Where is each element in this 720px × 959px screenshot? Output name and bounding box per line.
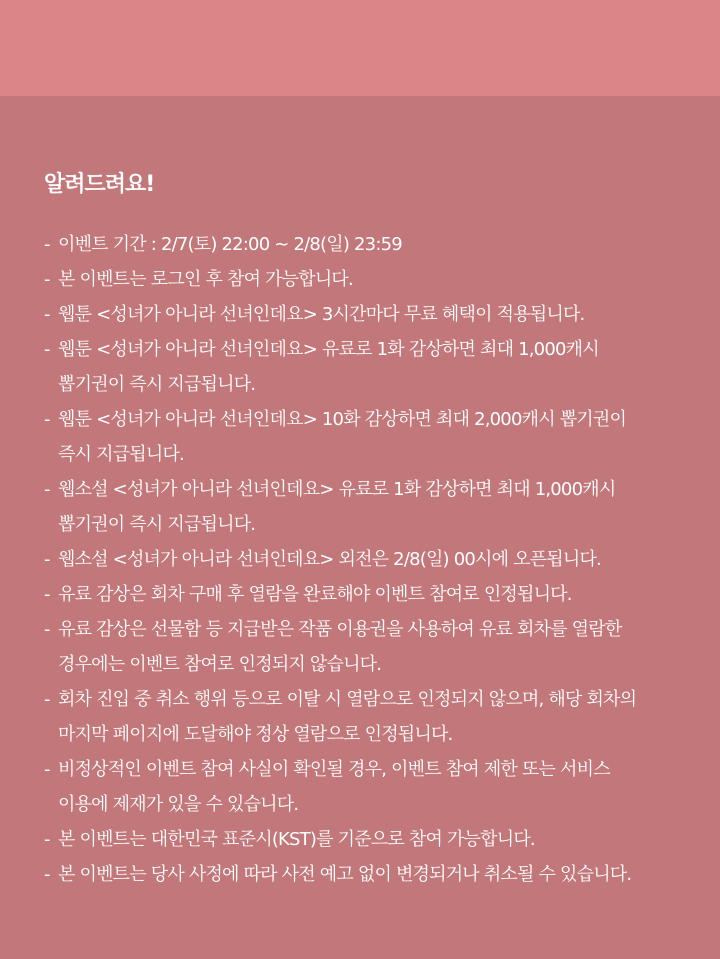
notice-line: 뽑기권이 즉시 지급됩니다. [58,374,256,395]
list-dash: - [44,304,50,325]
notice-line: 유료 감상은 선물함 등 지급받은 작품 이용권을 사용하여 유료 회차를 열람한 [58,619,622,640]
notice-item-cancel-exit [44,682,676,752]
notice-line: 유료 감상은 회차 구매 후 열람을 완료해야 이벤트 참여로 인정됩니다. [58,584,572,605]
notice-line: 즉시 지급됩니다. [58,444,184,465]
list-dash: - [44,409,50,430]
notice-item-webtoon-10 [44,402,676,472]
notice-line: 뽑기권이 즉시 지급됩니다. [58,514,256,535]
top-banner-band [0,0,720,96]
list-dash: - [44,689,50,710]
list-dash: - [44,759,50,780]
notice-line: 웹소설 <성녀가 아니라 선녀인데요> 외전은 2/8(일) 00시에 오픈됩니다. [58,549,601,570]
list-dash: - [44,234,50,255]
list-dash: - [44,864,50,885]
notice-line: 웹소설 <성녀가 아니라 선녀인데요> 유료로 1화 감상하면 최대 1,000캐시 [58,479,616,500]
list-dash: - [44,269,50,290]
notice-line: 웹툰 <성녀가 아니라 선녀인데요> 10화 감상하면 최대 2,000캐시 뽑기권이 [58,409,627,430]
list-dash: - [44,829,50,850]
notice-line: 마지막 페이지에 도달해야 정상 열람으로 인정됩니다. [58,724,453,745]
notice-line: 이용에 제재가 있을 수 있습니다. [58,794,299,815]
notice-list [44,227,676,892]
notice-item-webnovel-paid-1 [44,472,676,542]
notice-line: 회차 진입 중 취소 행위 등으로 이탈 시 열람으로 인정되지 않으며, 해당 회차의 [58,689,637,710]
notice-item-free-benefit [44,297,676,332]
list-dash: - [44,584,50,605]
notice-item-gift-exclusion [44,612,676,682]
notice-item-login [44,262,676,297]
list-dash: - [44,549,50,570]
notice-item-side-story [44,542,676,577]
list-dash: - [44,619,50,640]
notice-line: 웹툰 <성녀가 아니라 선녀인데요> 유료로 1화 감상하면 최대 1,000캐시 [58,339,599,360]
notice-item-webtoon-paid-1 [44,332,676,402]
notice-line: 본 이벤트는 당사 사정에 따라 사전 예고 없이 변경되거나 취소될 수 있습니다. [58,864,632,885]
notice-section [0,96,720,892]
notice-title: 알려드려요! [44,172,155,197]
notice-item-abuse [44,752,676,822]
notice-line: 비정상적인 이벤트 참여 사실이 확인될 경우, 이벤트 참여 제한 또는 서비스 [58,759,610,780]
notice-line: 본 이벤트는 로그인 후 참여 가능합니다. [58,269,353,290]
notice-item-kst [44,822,676,857]
notice-line: 경우에는 이벤트 참여로 인정되지 않습니다. [58,654,382,675]
list-dash: - [44,479,50,500]
notice-line: 본 이벤트는 대한민국 표준시(KST)를 기준으로 참여 가능합니다. [58,829,535,850]
notice-line: 이벤트 기간 : 2/7(토) 22:00 ~ 2/8(일) 23:59 [58,234,402,255]
notice-item-paid-view-rule [44,577,676,612]
notice-line: 웹툰 <성녀가 아니라 선녀인데요> 3시간마다 무료 혜택이 적용됩니다. [58,304,585,325]
notice-item-change-notice [44,857,676,892]
list-dash: - [44,339,50,360]
notice-item-event-period [44,227,676,262]
